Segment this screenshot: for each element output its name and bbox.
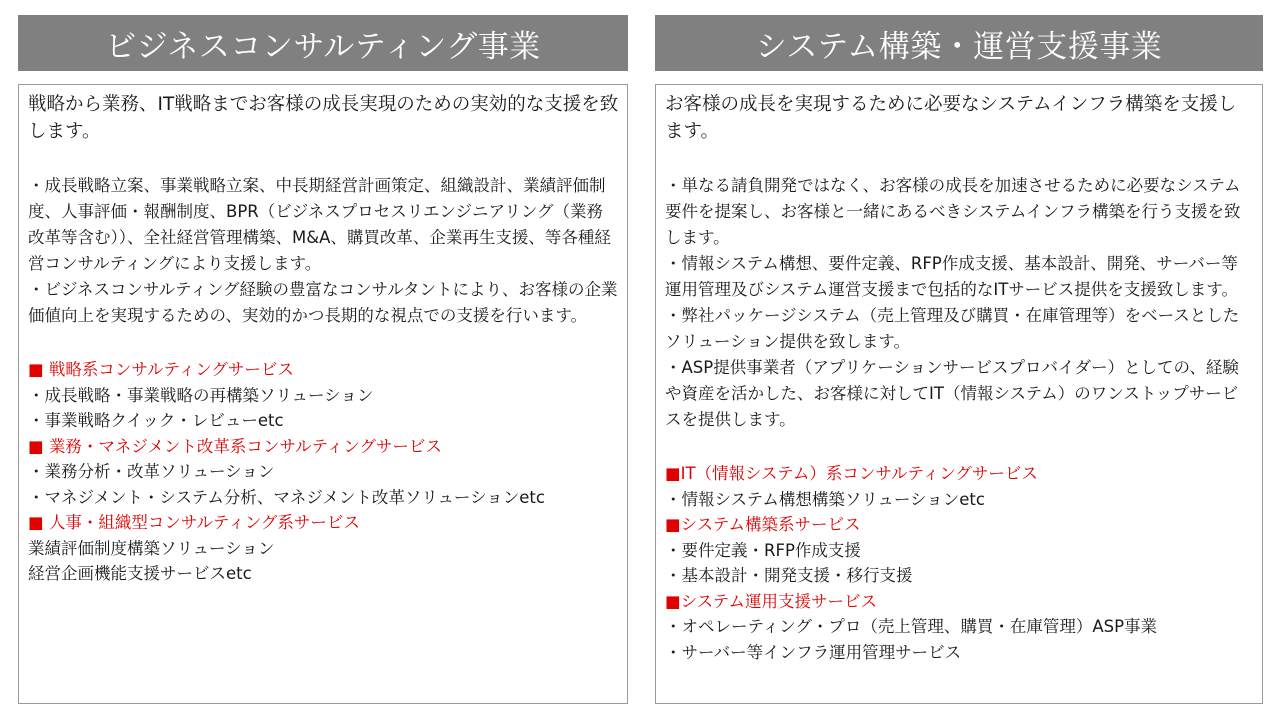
right-paragraph: ・ASP提供事業者（アプリケーションサービスプロバイダー）としての、経験や資産を活かした、お客様に対してIT（情報システム）のワンストップサービスを提供します。 xyxy=(665,358,1239,429)
right-paragraph: ・情報システム構想、要件定義、RFP作成支援、基本設計、開発、サーバー等運用管理及びシステム運営支援まで包括的なITサービス提供を支援致します。 xyxy=(665,254,1238,299)
right-paragraph: ・弊社パッケージシステム（売上管理及び購買・在庫管理等）をベースとしたソリューション提供を致します。 xyxy=(665,306,1240,351)
left-header: ビジネスコンサルティング事業 xyxy=(18,15,628,71)
left-column xyxy=(18,15,628,583)
service-item: ・基本設計・開発支援・移行支援 xyxy=(665,566,913,585)
service-item: ・情報システム構想構築ソリューションetc xyxy=(665,489,985,509)
service-item: ・オペレーティング・プロ（売上管理、購買・在庫管理）ASP事業 xyxy=(665,617,1158,636)
service-heading: ■IT（情報システム）系コンサルティングサービス xyxy=(665,464,1038,483)
service-item: ・マネジメント・システム分析、マネジメント改革ソリューションetc xyxy=(28,487,545,507)
left-intro: 戦略から業務、IT戦略までお客様の成長実現のための実効的な支援を致します。 xyxy=(28,94,619,142)
left-content-box xyxy=(18,84,628,704)
service-item: ・事業戦略クイック・レビューetc xyxy=(28,411,284,430)
service-heading: ■ 人事・組織型コンサルティング系サービス xyxy=(28,513,360,532)
right-column xyxy=(655,15,1263,662)
right-header: システム構築・運営支援事業 xyxy=(655,15,1263,71)
service-item: ・業務分析・改革ソリューション xyxy=(28,462,275,481)
service-item: ・要件定義・RFP作成支援 xyxy=(665,540,861,560)
service-heading: ■ 業務・マネジメント改革系コンサルティングサービス xyxy=(28,436,442,456)
right-paragraph: ・単なる請負開発ではなく、お客様の成長を加速させるために必要なシステム要件を提案し、お客様と一緒にあるべきシステムインフラ構築を行う支援を致します。 xyxy=(665,176,1241,247)
service-heading: ■システム構築系サービス xyxy=(665,515,861,534)
service-item: 経営企画機能支援サービスetc xyxy=(28,564,252,583)
service-item: ・成長戦略・事業戦略の再構築ソリューション xyxy=(28,385,374,405)
service-item: ・サーバー等インフラ運用管理サービス xyxy=(665,642,962,662)
service-item: 業績評価制度構築ソリューション xyxy=(28,538,275,558)
left-paragraph: ・ビジネスコンサルティング経験の豊富なコンサルタントにより、お客様の企業価値向上を実現するための、実効的かつ長期的な視点での支援を行います。 xyxy=(28,280,618,325)
service-heading: ■ 戦略系コンサルティングサービス xyxy=(28,360,294,379)
right-intro: お客様の成長を実現するために必要なシステムインフラ構築を支援します。 xyxy=(665,94,1237,142)
left-paragraph: ・成長戦略立案、事業戦略立案、中長期経営計画策定、組織設計、業績評価制度、人事評価・報酬制度、BPR（ビジネスプロセスリエンジニアリング（業務改革等含む））、全社経営管理構築、M&A、購買改革、企業再生支援、等各種経営コンサルティングにより支援します。 xyxy=(28,176,611,273)
right-content-box xyxy=(655,84,1263,704)
service-heading: ■システム運用支援サービス xyxy=(665,591,877,611)
